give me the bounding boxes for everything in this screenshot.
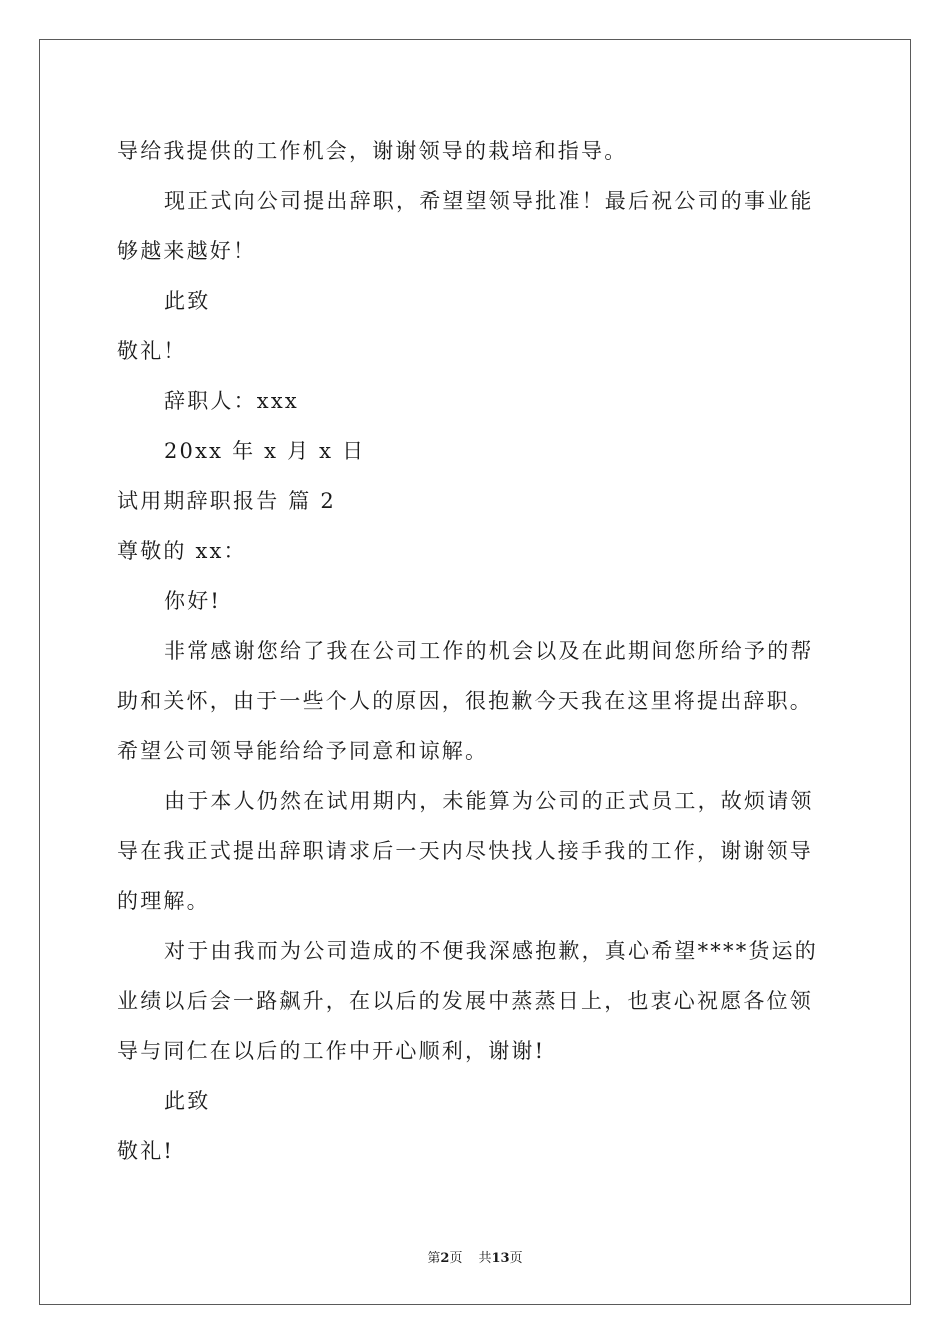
page-footer [0,1247,950,1266]
addressee-line: 尊敬的 xx： [117,539,247,563]
total-pages: 13 [491,1251,510,1266]
section-heading: 试用期辞职报告 篇 2 [117,489,336,513]
paragraph-line: 对于由我而为公司造成的不便我深感抱歉，真心希望****货运的 [164,939,818,963]
paragraph-line: 导给我提供的工作机会，谢谢领导的栽培和指导。 [117,139,628,163]
signer-line: 辞职人：xxx [164,389,299,413]
document-body [117,126,837,1176]
paragraph-line: 助和关怀，由于一些个人的原因，很抱歉今天我在这里将提出辞职。 [117,689,813,713]
page-suffix: 页 [449,1251,463,1266]
total-suffix: 页 [509,1251,523,1266]
page-number: 2 [440,1251,450,1266]
greeting-line: 你好! [164,589,222,613]
salutation-closing: 此致 [164,289,211,313]
paragraph-line: 希望公司领导能给给予同意和谅解。 [117,739,489,763]
paragraph-line: 非常感谢您给了我在公司工作的机会以及在此期间您所给予的帮 [164,639,814,663]
paragraph-line: 够越来越好！ [117,239,257,263]
salutation-regards: 敬礼！ [117,339,187,363]
paragraph-line: 现正式向公司提出辞职，希望望领导批准！最后祝公司的事业能 [164,189,814,213]
paragraph-line: 的理解。 [117,889,210,913]
paragraph-line: 导在我正式提出辞职请求后一天内尽快找人接手我的工作，谢谢领导 [117,839,813,863]
date-line: 20xx 年 x 月 x 日 [164,439,366,463]
paragraph-line: 业绩以后会一路飙升，在以后的发展中蒸蒸日上，也衷心祝愿各位领 [117,989,813,1013]
page-prefix: 第 [427,1251,441,1266]
salutation-regards: 敬礼! [117,1139,175,1163]
salutation-closing: 此致 [164,1089,211,1113]
total-prefix: 共 [478,1251,492,1266]
paragraph-line: 导与同仁在以后的工作中开心顺利，谢谢! [117,1039,546,1063]
paragraph-line: 由于本人仍然在试用期内，未能算为公司的正式员工，故烦请领 [164,789,814,813]
